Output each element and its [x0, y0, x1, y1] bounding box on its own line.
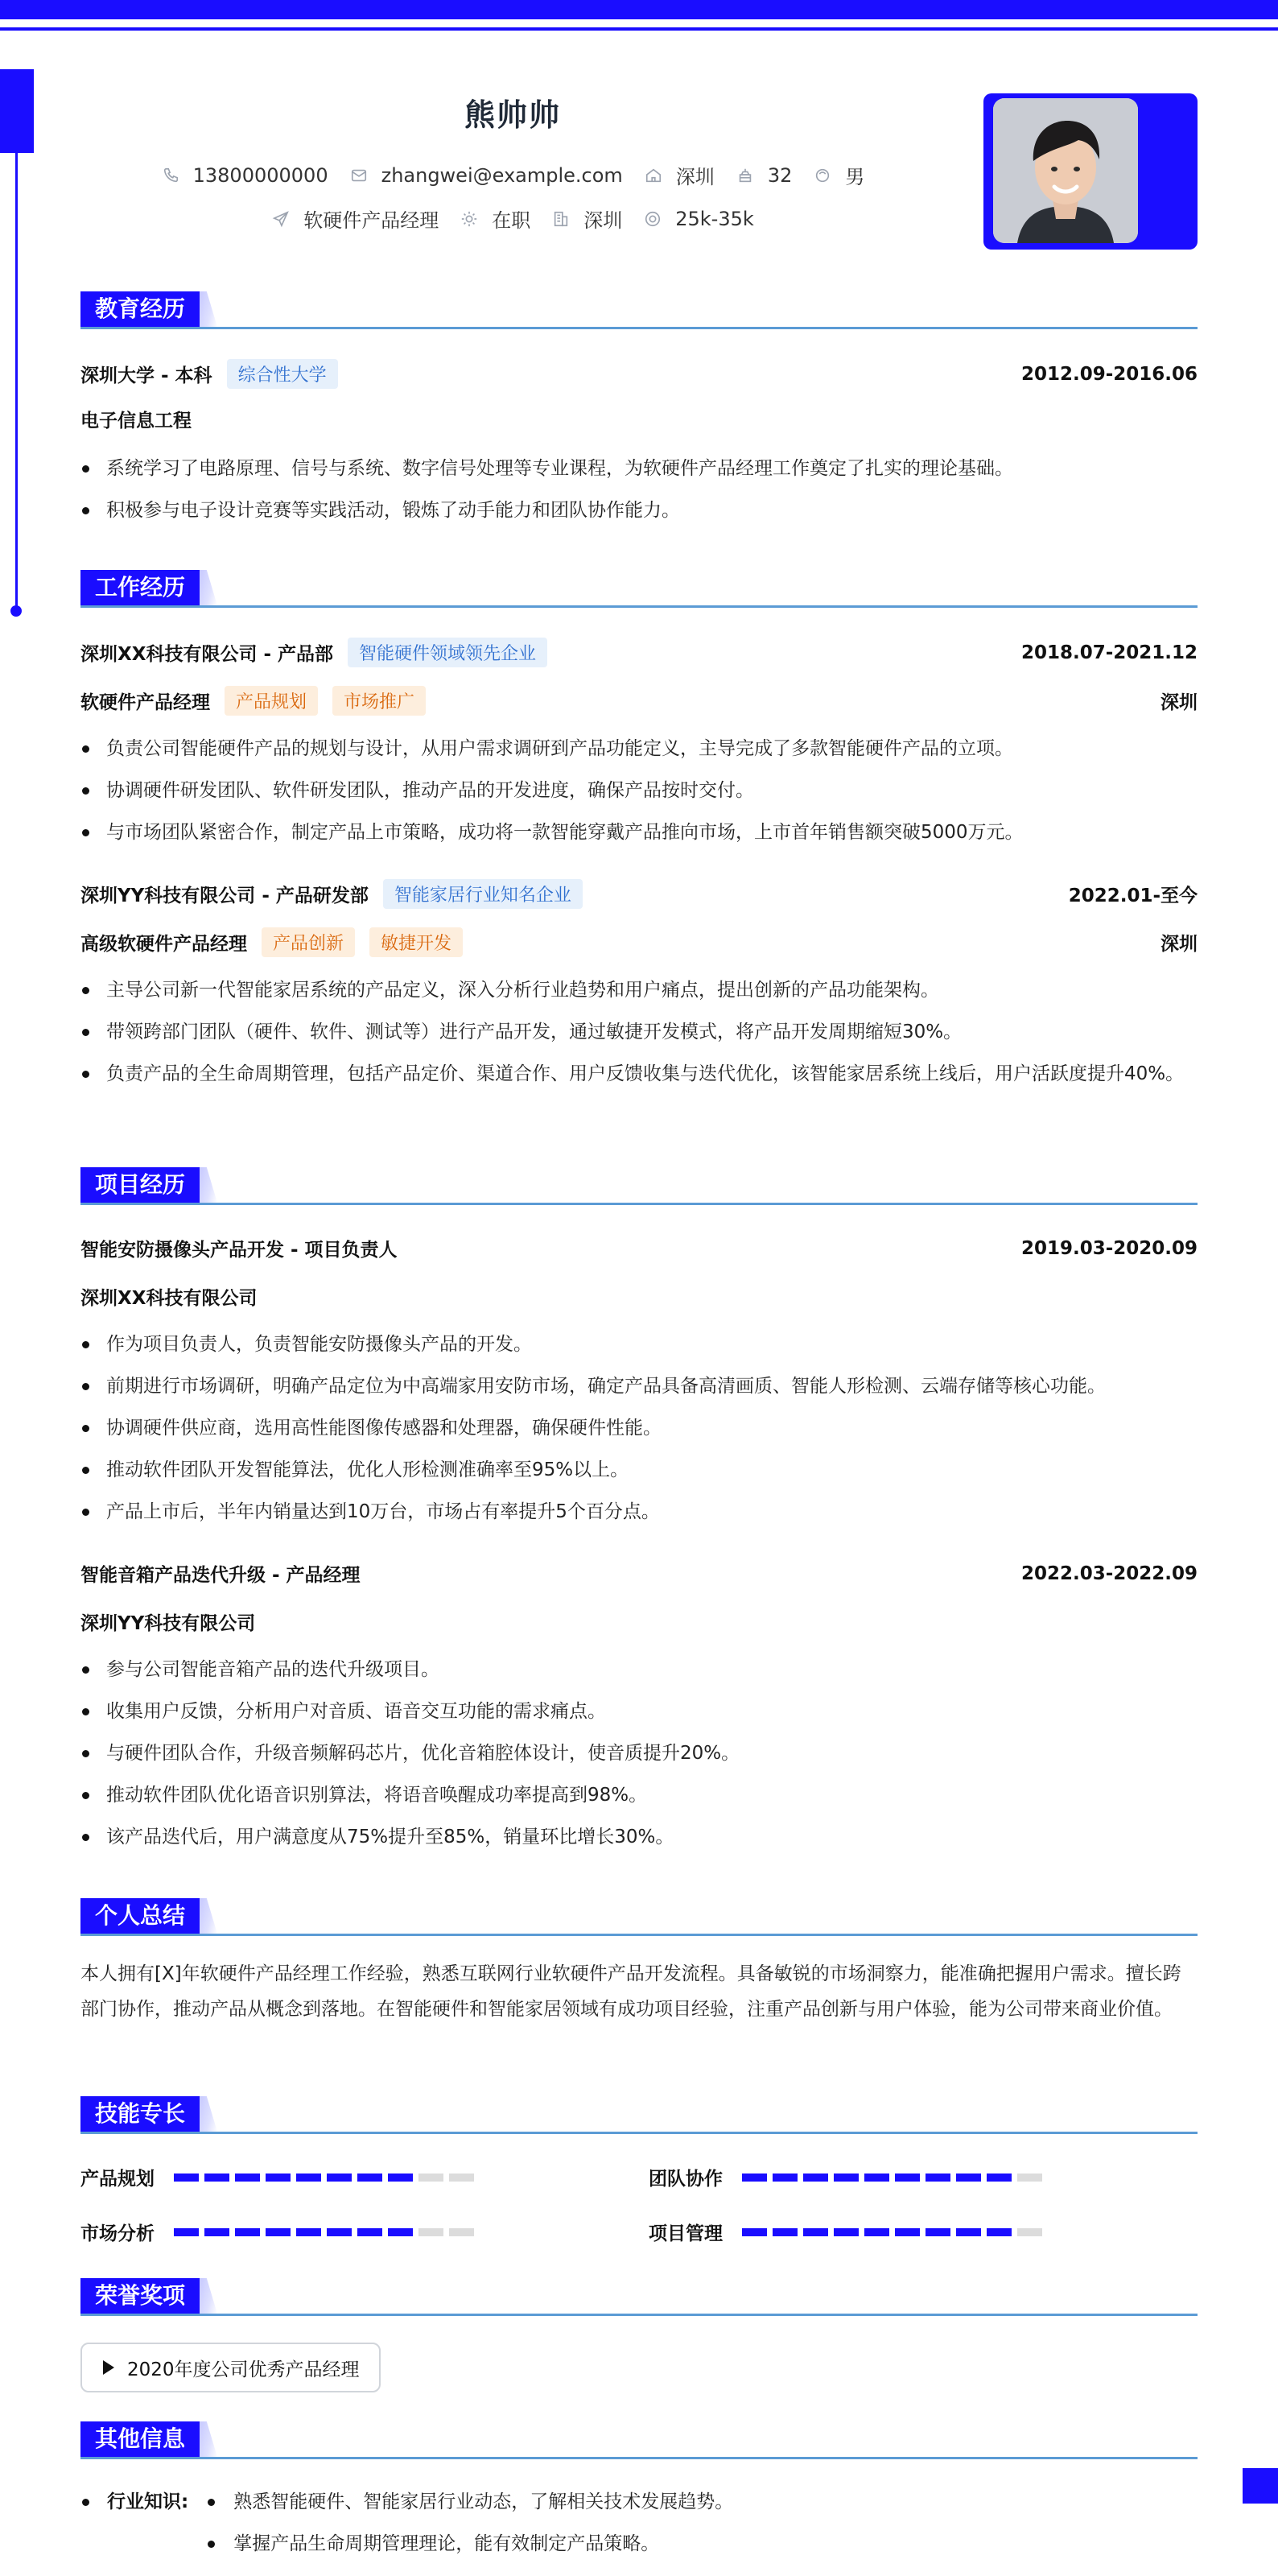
- target-city-item: [551, 204, 622, 233]
- work-company-row: [80, 879, 1198, 909]
- phone-text: 13800000000: [192, 163, 328, 187]
- status-item: [460, 204, 530, 233]
- skill-dash-filled: [174, 2174, 199, 2182]
- award-label: 2020年度公司优秀产品经理: [127, 2359, 360, 2380]
- city-item: [644, 161, 715, 189]
- list-item: 推动软件团队开发智能算法，优化人形检测准确率至95%以上。: [80, 1452, 1198, 1488]
- top-accent-line: [0, 27, 1278, 31]
- section-rule: [80, 2132, 1198, 2134]
- list-item: 前期进行市场调研，明确产品定位为中高端家用安防市场，确定产品具备高清画质、智能人形检测、云端存储等核心功能。: [80, 1368, 1198, 1404]
- section-slant: [200, 1898, 217, 1934]
- skill-dash-filled: [987, 2228, 1012, 2236]
- major-row: [80, 406, 1198, 432]
- section-title: 荣誉奖项: [80, 2278, 200, 2314]
- section-rule: [80, 2457, 1198, 2459]
- status-icon: [460, 209, 479, 229]
- project-company: 深圳YY科技有限公司: [80, 1613, 256, 1634]
- salary-text: 25k-35k: [675, 207, 754, 230]
- skill-item: [649, 2219, 1042, 2245]
- project-name: 智能安防摄像头产品开发 - 项目负责人: [80, 1240, 398, 1261]
- work-company-row: [80, 638, 1198, 667]
- list-item: 负责产品的全生命周期管理，包括产品定价、渠道合作、用户反馈收集与迭代优化，该智能家居系统上线后，用户活跃度提升40%。: [80, 1056, 1198, 1092]
- skill-name: 产品规划: [80, 2169, 155, 2190]
- skill-dash-filled: [956, 2174, 981, 2182]
- skill-dash-filled: [742, 2228, 767, 2236]
- home-icon: [644, 166, 663, 185]
- job-tag: 产品创新: [262, 927, 355, 957]
- project-bullets: [80, 1327, 1198, 1536]
- job-target-item: [271, 204, 439, 233]
- skill-dash-filled: [388, 2174, 413, 2182]
- skill-dash-filled: [864, 2228, 889, 2236]
- skill-dash-filled: [327, 2174, 352, 2182]
- avatar-frame: [983, 93, 1198, 250]
- list-item: 负责公司智能硬件产品的规划与设计，从用户需求调研到产品功能定义，主导完成了多款智能硬件产品的立项。: [80, 731, 1198, 766]
- skill-dash-filled: [357, 2174, 382, 2182]
- skill-dash-filled: [296, 2228, 321, 2236]
- skill-dash-filled: [204, 2228, 229, 2236]
- skill-dash-filled: [266, 2228, 291, 2236]
- candidate-name: 熊帅帅: [464, 97, 561, 133]
- section-rule: [80, 605, 1198, 608]
- gender-item: [813, 161, 864, 189]
- skill-dash-filled: [174, 2228, 199, 2236]
- list-item: 产品上市后，半年内销量达到10万台，市场占有率提升5个百分点。: [80, 1494, 1198, 1530]
- contact-row: [0, 161, 1025, 189]
- list-item: 主导公司新一代智能家居系统的产品定义，深入分析行业趋势和用户痛点，提出创新的产品功能架构。: [80, 972, 1198, 1008]
- section-slant: [200, 1167, 217, 1203]
- project-company-row: [80, 1283, 1198, 1310]
- list-item: 与硬件团队合作，升级音频解码芯片，优化音箱腔体设计，使音质提升20%。: [80, 1736, 1198, 1771]
- project-row: [80, 1560, 1198, 1587]
- list-item: 带领跨部门团队（硬件、软件、测试等）进行产品开发，通过敏捷开发模式，将产品开发周期缩短30%。: [80, 1014, 1198, 1050]
- skill-item: [80, 2164, 474, 2190]
- left-accent-dot: [10, 605, 22, 617]
- skill-dash-filled: [773, 2174, 798, 2182]
- project-date: 2019.03-2020.09: [1020, 1237, 1198, 1259]
- age-icon: [736, 166, 755, 185]
- section-rule: [80, 2314, 1198, 2316]
- skill-dash-empty: [418, 2228, 443, 2236]
- work-location: 深圳: [1161, 692, 1198, 713]
- list-item: 与市场团队紧密合作，制定产品上市策略，成功将一款智能穿戴产品推向市场，上市首年销售额突破5000万元。: [80, 815, 1198, 850]
- company-name: 深圳XX科技有限公司 - 产品部: [80, 644, 334, 665]
- project-company: 深圳XX科技有限公司: [80, 1288, 258, 1309]
- skill-dash-filled: [357, 2228, 382, 2236]
- salary-item: [643, 208, 754, 230]
- section-title: 项目经历: [80, 1167, 200, 1203]
- skill-dash-filled: [773, 2228, 798, 2236]
- award-toggle-button[interactable]: [80, 2343, 381, 2392]
- education-bullets: [80, 451, 1198, 535]
- building-icon: [551, 209, 571, 229]
- work-date: 2018.07-2021.12: [1020, 642, 1198, 663]
- email-text: zhangwei@example.com: [381, 163, 623, 187]
- section-work: [80, 570, 1198, 609]
- right-accent-block: [1243, 2468, 1278, 2504]
- city-text: 深圳: [675, 166, 715, 188]
- job-title: 高级软硬件产品经理: [80, 934, 247, 955]
- skill-item: [80, 2219, 474, 2245]
- skill-item: [649, 2164, 1042, 2190]
- skill-name: 项目管理: [649, 2223, 723, 2244]
- list-item: 作为项目负责人，负责智能安防摄像头产品的开发。: [80, 1327, 1198, 1362]
- section-awards: [80, 2278, 1198, 2317]
- company-tag: 智能家居行业知名企业: [383, 879, 583, 909]
- list-item: 积极参与电子设计竞赛等实践活动，锻炼了动手能力和团队协作能力。: [80, 493, 1198, 528]
- company-name: 深圳YY科技有限公司 - 产品研发部: [80, 886, 369, 906]
- education-row: [80, 359, 1198, 389]
- section-education: [80, 291, 1198, 330]
- skill-level-bar: [742, 2174, 1042, 2182]
- skill-dash-filled: [956, 2228, 981, 2236]
- section-skills: [80, 2096, 1198, 2135]
- section-title: 技能专长: [80, 2096, 200, 2132]
- other-info: [80, 2484, 1198, 2568]
- skill-dash-filled: [235, 2174, 260, 2182]
- skill-level-bar: [174, 2228, 474, 2236]
- list-item: 协调硬件研发团队、软件研发团队，推动产品的开发进度，确保产品按时交付。: [80, 773, 1198, 808]
- section-rule: [80, 1203, 1198, 1205]
- job-title: 软硬件产品经理: [80, 692, 210, 713]
- skill-dash-filled: [864, 2174, 889, 2182]
- section-slant: [200, 2278, 217, 2314]
- skill-dash-filled: [987, 2174, 1012, 2182]
- list-item: 系统学习了电路原理、信号与系统、数字信号处理等专业课程，为软硬件产品经理工作奠定了扎实的理论基础。: [80, 451, 1198, 486]
- school-name: 深圳大学 - 本科: [80, 365, 212, 386]
- gender-text: 男: [845, 166, 865, 188]
- major-name: 电子信息工程: [80, 411, 192, 431]
- section-summary: [80, 1898, 1198, 1937]
- section-title: 其他信息: [80, 2421, 200, 2457]
- work-bullets: [80, 972, 1198, 1098]
- list-item: 收集用户反馈，分析用户对音质、语音交互功能的需求痛点。: [80, 1694, 1198, 1729]
- mail-icon: [349, 166, 369, 185]
- top-accent-bar: [0, 0, 1278, 19]
- job-intent-row: [0, 204, 1025, 233]
- work-date: 2022.01-至今: [1068, 886, 1198, 906]
- other-list: [206, 2484, 733, 2568]
- gender-icon: [813, 166, 832, 185]
- list-item: 掌握产品生命周期管理理论，能有效制定产品策略。: [206, 2526, 733, 2562]
- section-title: 教育经历: [80, 291, 200, 327]
- skill-dash-filled: [388, 2228, 413, 2236]
- expand-triangle-icon: [103, 2360, 114, 2375]
- work-bullets: [80, 731, 1198, 857]
- section-projects: [80, 1167, 1198, 1206]
- section-slant: [200, 291, 217, 327]
- bullet-dot: [82, 2499, 89, 2506]
- other-key: 行业知识:: [107, 2491, 189, 2512]
- skill-dash-filled: [895, 2174, 920, 2182]
- project-name: 智能音箱产品迭代升级 - 产品经理: [80, 1565, 361, 1586]
- list-item: 协调硬件供应商，选用高性能图像传感器和处理器，确保硬件性能。: [80, 1410, 1198, 1446]
- skill-dash-empty: [418, 2174, 443, 2182]
- section-rule: [80, 327, 1198, 329]
- skill-dash-empty: [1017, 2228, 1042, 2236]
- salary-icon: [643, 209, 662, 229]
- skill-name: 市场分析: [80, 2223, 155, 2244]
- project-row: [80, 1235, 1198, 1261]
- job-target-text: 软硬件产品经理: [303, 209, 439, 232]
- skill-dash-filled: [235, 2228, 260, 2236]
- skill-dash-empty: [1017, 2174, 1042, 2182]
- skill-dash-filled: [266, 2174, 291, 2182]
- skill-dash-filled: [926, 2174, 950, 2182]
- skill-dash-filled: [742, 2174, 767, 2182]
- skill-dash-filled: [895, 2228, 920, 2236]
- age-text: 32: [767, 163, 793, 187]
- skill-dash-filled: [803, 2228, 828, 2236]
- phone-item: [161, 164, 328, 187]
- work-title-row: [80, 686, 1198, 716]
- status-text: 在职: [492, 209, 531, 232]
- job-tag: 敏捷开发: [369, 927, 463, 957]
- list-item: 推动软件团队优化语音识别算法，将语音唤醒成功率提高到98%。: [80, 1777, 1198, 1813]
- phone-icon: [161, 166, 180, 185]
- skill-dash-filled: [204, 2174, 229, 2182]
- job-tag: 产品规划: [225, 686, 318, 716]
- section-rule: [80, 1934, 1198, 1936]
- section-slant: [200, 2421, 217, 2457]
- project-bullets: [80, 1652, 1198, 1861]
- age-item: [736, 164, 793, 187]
- education-date: 2012.09-2016.06: [1020, 363, 1198, 385]
- skill-dash-filled: [803, 2174, 828, 2182]
- section-slant: [200, 2096, 217, 2132]
- list-item: 参与公司智能音箱产品的迭代升级项目。: [80, 1652, 1198, 1687]
- job-tag: 市场推广: [332, 686, 426, 716]
- section-title: 工作经历: [80, 570, 200, 605]
- skill-dash-filled: [926, 2228, 950, 2236]
- work-location: 深圳: [1161, 934, 1198, 955]
- skill-dash-empty: [449, 2174, 474, 2182]
- summary-text: 本人拥有[X]年软硬件产品经理工作经验，熟悉互联网行业软硬件产品开发流程。具备敏锐的市场洞察力，能准确把握用户需求。擅长跨部门协作，推动产品从概念到落地。在智能硬件和智能家居领域有成功项目经验，注重产品创新与用户体验，能为公司带来商业价值。: [80, 1963, 1181, 2020]
- section-other: [80, 2421, 1198, 2460]
- email-item: [349, 164, 623, 187]
- send-icon: [271, 209, 291, 229]
- skill-name: 团队协作: [649, 2169, 723, 2190]
- skill-dash-filled: [327, 2228, 352, 2236]
- skill-level-bar: [742, 2228, 1042, 2236]
- school-tag: 综合性大学: [227, 359, 338, 389]
- project-company-row: [80, 1608, 1198, 1635]
- skill-level-bar: [174, 2174, 474, 2182]
- avatar: [993, 98, 1138, 243]
- target-city-text: 深圳: [583, 209, 623, 232]
- work-title-row: [80, 927, 1198, 957]
- skill-dash-filled: [834, 2174, 859, 2182]
- company-tag: 智能硬件领域领先企业: [348, 638, 547, 667]
- skill-dash-empty: [449, 2228, 474, 2236]
- skill-dash-filled: [296, 2174, 321, 2182]
- skill-dash-filled: [834, 2228, 859, 2236]
- list-item: 熟悉智能硬件、智能家居行业动态，了解相关技术发展趋势。: [206, 2484, 733, 2520]
- project-date: 2022.03-2022.09: [1020, 1563, 1198, 1584]
- list-item: 该产品迭代后，用户满意度从75%提升至85%，销量环比增长30%。: [80, 1819, 1198, 1855]
- section-slant: [200, 570, 217, 605]
- section-title: 个人总结: [80, 1898, 200, 1934]
